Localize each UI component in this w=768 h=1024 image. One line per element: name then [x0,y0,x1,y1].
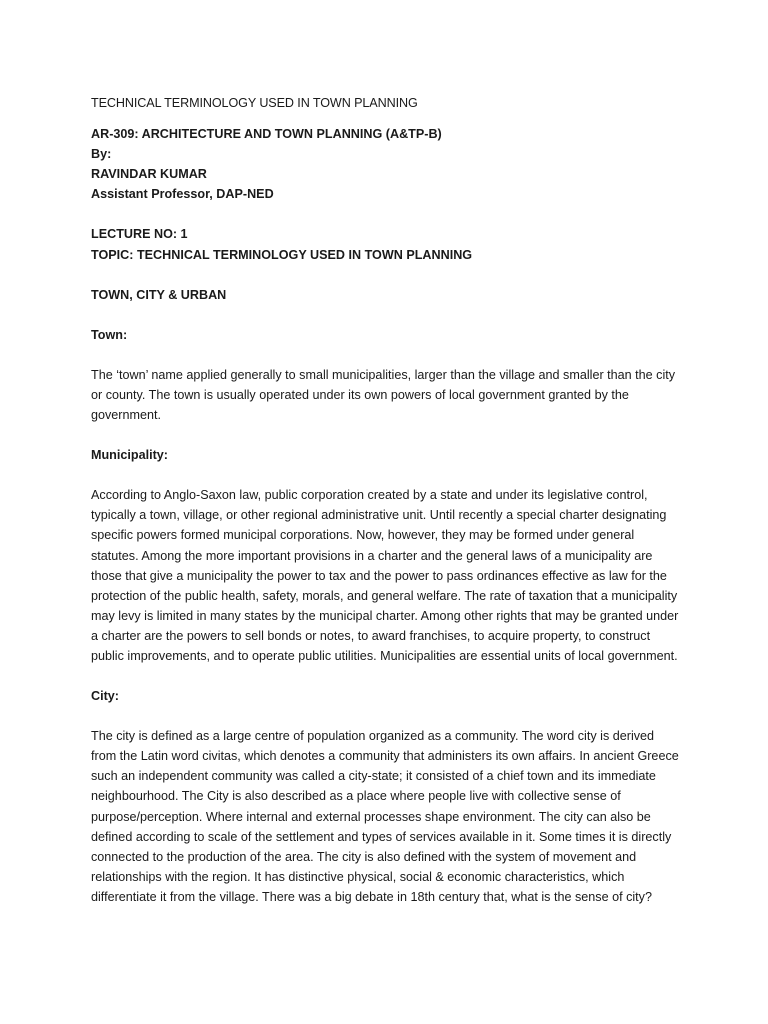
author-role: Assistant Professor, DAP-NED [91,187,274,202]
municipality-heading: Municipality: [91,448,168,463]
spacer [91,265,681,285]
spacer [91,465,681,485]
municipality-paragraph: According to Anglo-Saxon law, public corporation created by a state and under its legislative control, typically a town, village, or other regional administrative unit. Until recently a special charter designating specific powers formed municipal corporations. Now, however, they may be formed under general statutes. Among the more important provisions in a charter and the general laws of a municipality are those that give a municipality the power to tax and the power to pass ordinances effective as law for the protection of the public health, safety, morals, and general welfare. The rate of taxation that a municipality may levy is limited in many states by the municipal charter. Among other rights that may be granted under a charter are the powers to sell bonds or notes, to award franchises, to acquire property, to construct public improvements, and to operate public utilities. Municipalities are essential units of local government. [91,488,679,663]
town-paragraph: The ‘town’ name applied generally to small municipalities, larger than the village and smaller than the city or county. The town is usually operated under its own powers of local government granted by the government. [91,367,676,423]
spacer [91,425,681,445]
city-paragraph: The city is defined as a large centre of population organized as a community. The word city is derived from the Latin word civitas, which denotes a community that administers its own affairs. In ancient Greece such an independent community was called a city-state; it consisted of a chief town and its immediate neighbourhood. The City is also described as a place where people live with collective sense of purpose/perception. Where internal and external processes shape environment. The city can also be defined according to scale of the settlement and types of services available in it. Some times it is directly connected to the production of the area. The city is also defined with the system of movement and relationships with the region. It has distinctive physical, social & economic characteristics, which differentiate it from the village. There was a big debate in 18th century that, what is the sense of city? [91,729,679,904]
spacer [91,204,681,224]
document-title: TECHNICAL TERMINOLOGY USED IN TOWN PLANNING [91,96,418,110]
spacer [91,666,681,686]
document-page [91,93,681,907]
spacer [91,706,681,726]
town-heading: Town: [91,327,128,342]
spacer [91,305,681,325]
spacer [91,345,681,365]
city-heading: City: [91,689,119,704]
section-title: TOWN, CITY & URBAN [91,287,227,302]
author-name: RAVINDAR KUMAR [91,167,207,182]
by-label: By: [91,147,112,162]
course-line: AR-309: ARCHITECTURE AND TOWN PLANNING (A&TP-B) [91,127,442,142]
lecture-topic: TOPIC: TECHNICAL TERMINOLOGY USED IN TOWN PLANNING [91,247,473,262]
lecture-number: LECTURE NO: 1 [91,227,188,242]
